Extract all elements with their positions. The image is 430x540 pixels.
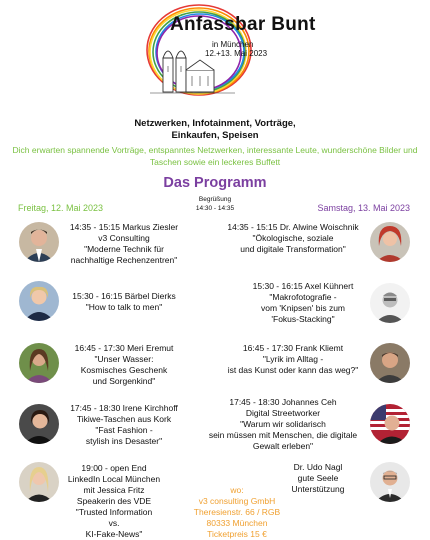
venue-info	[182, 485, 292, 540]
talk-line: 17:45 - 18:30 Irene Kirchhoff	[70, 403, 178, 413]
talk-line: 15:30 - 16:15 Bärbel Dierks	[72, 291, 176, 301]
greeting-label: Begrüßung	[198, 196, 232, 203]
talk-line: "Trusted Information	[75, 507, 153, 517]
talk-line: 14:35 - 15:15 Markus Ziesler	[69, 222, 179, 232]
talk-line: 19:00 - open End	[81, 463, 147, 473]
talk-line: KI-Fake-News"	[85, 529, 143, 539]
event-logo	[0, 0, 430, 108]
speaker-photo-frank-kliemt	[370, 343, 410, 383]
venue-line: 80333 München	[206, 518, 268, 528]
talk-line: 'Fokus-Stacking"	[271, 314, 335, 324]
venue-line: Theresienstr. 66 / RGB	[193, 507, 281, 517]
talk-line: "Moderne Technik für	[84, 244, 164, 254]
talk-line: "Lyrik im Alltag -	[262, 354, 324, 364]
talk-line: Kosmisches Geschenk	[80, 365, 168, 375]
talk-line: stylish ins Desaster"	[85, 436, 163, 446]
talk-line: vs.	[108, 518, 120, 528]
speaker-photo-meri-eremut	[19, 343, 59, 383]
talk-saturday-1	[222, 222, 364, 255]
speaker-photo-jessica-fritz	[19, 462, 59, 502]
logo-title: Anfassbar Bunt	[170, 14, 316, 35]
greeting-time: 14:30 - 14:35	[195, 204, 235, 212]
speaker-photo-udo-nagl	[370, 462, 410, 502]
talk-line: Gewalt erleben"	[252, 441, 314, 451]
talk-line: "Makrofotografie -	[269, 292, 337, 302]
talk-line: Speakerin des VDE	[76, 496, 152, 506]
speaker-photo-axel-kuehnert	[370, 283, 410, 323]
intro-line: Taschen sowie ein leckeres Buffett	[149, 156, 281, 167]
talk-friday-4	[64, 403, 184, 447]
talk-line: 14:35 - 15:15 Dr. Alwine Woischnik	[227, 222, 359, 232]
speaker-photo-markus-ziesler	[19, 222, 59, 262]
intro-line: Dich erwarten spannende Vorträge, entspanntes Netzwerken, interessante Leute, wunderschöne Bilder und	[12, 145, 418, 155]
day-friday: Freitag, 12. Mai 2023	[18, 203, 104, 213]
venue-line: v3 consulting GmbH	[198, 496, 276, 506]
intro-text	[0, 145, 430, 168]
tagline	[0, 118, 430, 142]
talk-line: LinkedIn Local München	[67, 474, 161, 484]
talk-line: Digital Streetworker	[245, 408, 321, 418]
talk-line: mit Jessica Fritz	[83, 485, 145, 495]
talk-line: Unterstützung	[291, 484, 345, 494]
talk-saturday-3	[222, 343, 364, 376]
venue-line: wo:	[230, 485, 244, 495]
logo-dates: 12.+13. Mai 2023	[205, 49, 268, 58]
venue-line: Ticketpreis 15 €	[207, 529, 267, 539]
talk-line: und digitale Transformation"	[240, 244, 346, 254]
talk-line: Tikiwe-Taschen aus Kork	[76, 414, 172, 424]
talk-line: "Warum wir solidarisch	[240, 419, 326, 429]
talk-line: "Ökologische, soziale	[252, 233, 334, 243]
talk-line: und Sorgenkind"	[92, 376, 156, 386]
talk-line: "How to talk to men"	[85, 302, 163, 312]
speaker-photo-irene-kirchhoff	[19, 404, 59, 444]
talk-line: gute Seele	[297, 473, 339, 483]
tagline-line: Einkaufen, Speisen	[171, 130, 259, 141]
tagline-line: Netzwerken, Infotainment, Vorträge,	[134, 118, 296, 129]
talk-line: "Unser Wasser:	[94, 354, 154, 364]
talk-line: nachhaltige Rechenzentren"	[70, 255, 178, 265]
day-saturday: Samstag, 13. Mai 2023	[317, 203, 410, 213]
talk-line: 15:30 - 16:15 Axel Kühnert	[252, 281, 354, 291]
talk-friday-5	[54, 463, 174, 540]
program-title: Das Programm	[163, 175, 267, 191]
talk-line: "Fast Fashion -	[95, 425, 153, 435]
talk-line: 16:45 - 17:30 Frank Kliemt	[242, 343, 344, 353]
talk-friday-2	[64, 291, 184, 313]
talk-line: v3 Consulting	[98, 233, 150, 243]
talk-saturday-2	[242, 281, 364, 325]
talk-line: sein müssen mit Menschen, die digitale	[208, 430, 358, 440]
talk-friday-3	[64, 343, 184, 387]
talk-line: 17:45 - 18:30 Johannes Ceh	[229, 397, 337, 407]
speaker-photo-johannes-ceh	[370, 404, 410, 444]
logo-location: in München	[212, 40, 254, 49]
talk-line: vom 'Knipsen' bis zum	[260, 303, 346, 313]
talk-line: Dr. Udo Nagl	[293, 462, 343, 472]
talk-line: 16:45 - 17:30 Meri Eremut	[74, 343, 174, 353]
talk-friday-1	[64, 222, 184, 266]
talk-saturday-4	[202, 397, 364, 452]
talk-line: ist das Kunst oder kann das weg?"	[227, 365, 359, 375]
speaker-photo-baerbel-dierks	[19, 281, 59, 321]
speaker-photo-alwine-woischnik	[370, 222, 410, 262]
